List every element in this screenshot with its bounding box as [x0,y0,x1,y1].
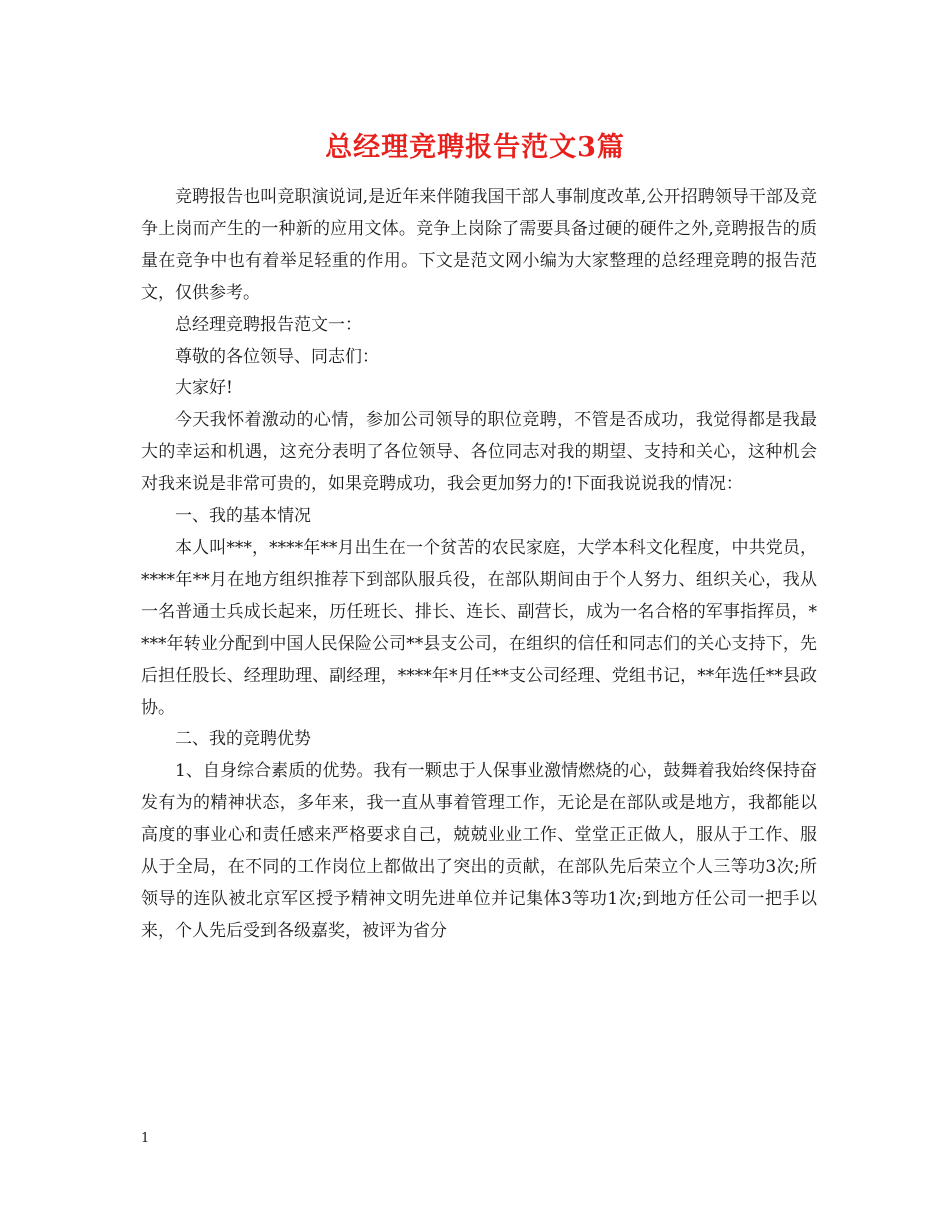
paragraph-heading-basic-info: 一、我的基本情况 [175,506,311,527]
paragraph-basic-info: 本人叫***，****年**月出生在一个贫苦的农民家庭，大学本科文化程度，中共党员，****年**月在地方组织推荐下到部队服兵役，在部队期间由于个人努力、组织关心，我从一名普通士兵成长起来，历任班长、排长、连长、副营长，成为一名合格的军事指挥员，****年转业分配到中国人民保险公司**县支公司，在组织的信任和同志们的关心支持下，先后担任股长、经理助理、副经理，****年*月任**支公司经理、党组书记，**年选任**县政协。 [141,537,817,718]
paragraph-opening: 今天我怀着激动的心情，参加公司领导的职位竞聘，不管是否成功，我觉得都是我最大的幸运和机遇，这充分表明了各位领导、各位同志对我的期望、支持和关心，这种机会对我来说是非常可贵的，如果竞聘成功，我会更加努力的!下面我说说我的情况： [141,410,817,495]
paragraph-advantage-1: 1、自身综合素质的优势。我有一颗忠于人保事业激情燃烧的心，鼓舞着我始终保持奋发有为的精神状态，多年来，我一直从事着管理工作，无论是在部队或是地方，我都能以高度的事业心和责任感来严格要求自己，兢兢业业工作、堂堂正正做人，服从于工作、服从于全局，在不同的工作岗位上都做出了突出的贡献，在部队先后荣立个人三等功3次;所领导的连队被北京军区授予精神文明先进单位并记集体3等功1次;到地方任公司一把手以来，个人先后受到各级嘉奖，被评为省分 [141,761,817,941]
paragraph-intro: 竞聘报告也叫竞职演说词,是近年来伴随我国干部人事制度改革,公开招聘领导干部及竞争上岗而产生的一种新的应用文体。竞争上岗除了需要具备过硬的硬件之外,竞聘报告的质量在竞争中也有着举足轻重的作用。下文是范文网小编为大家整理的总经理竞聘的报告范文，仅供参考。 [141,187,817,303]
paragraph-heading-advantages: 二、我的竞聘优势 [175,729,311,750]
paragraph-section-heading: 总经理竞聘报告范文一： [175,314,362,335]
paragraph-greeting: 大家好! [175,378,233,399]
document-title: 总经理竞聘报告范文3篇 [325,132,625,163]
paragraph-salutation: 尊敬的各位领导、同志们： [175,346,379,367]
document-body [141,182,817,948]
page-number: 1 [141,1131,150,1146]
